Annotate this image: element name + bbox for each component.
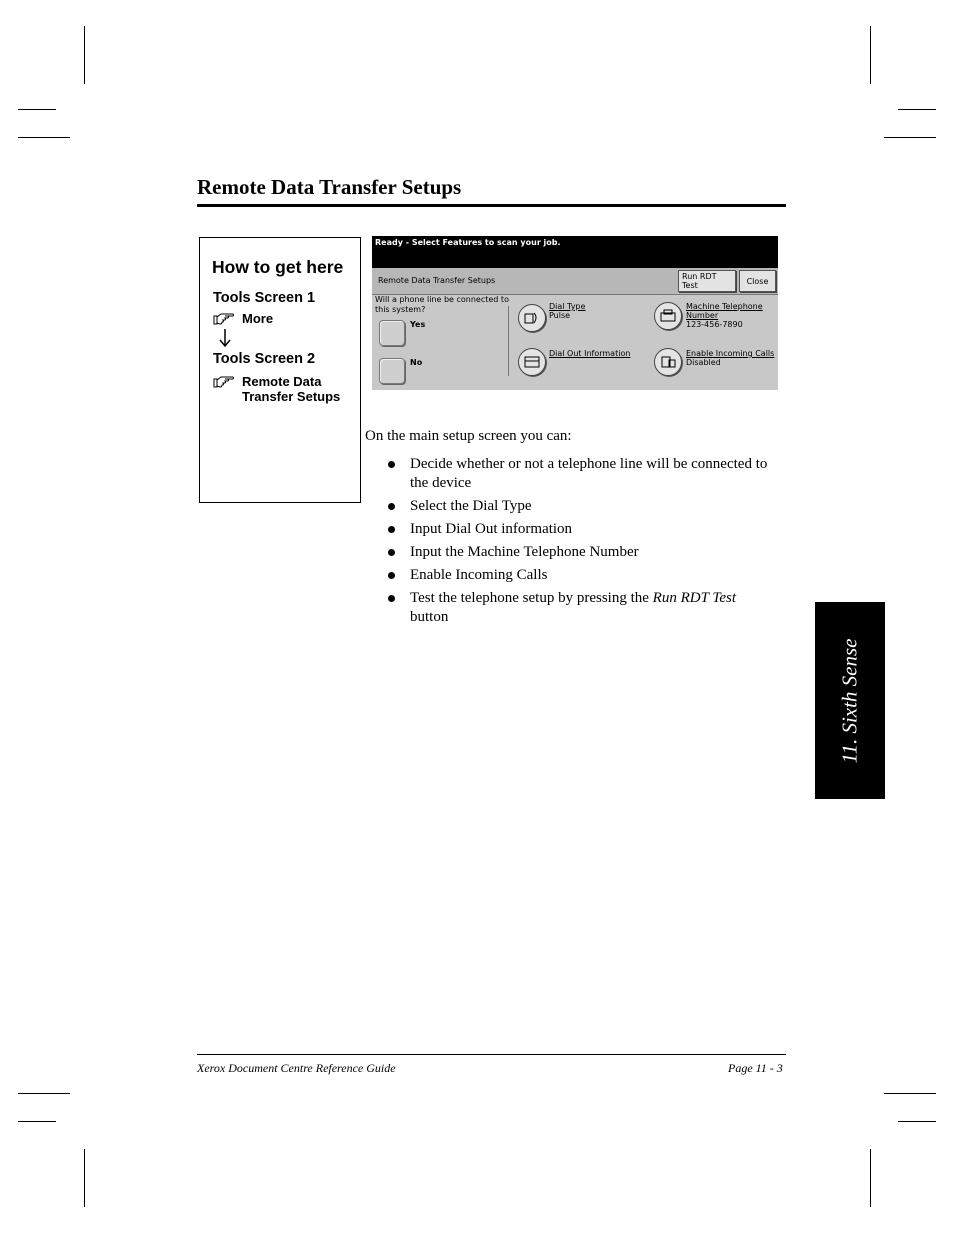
footer-page-number: Page 11 - 3: [728, 1061, 783, 1075]
list-item: [385, 543, 785, 562]
incoming-call-icon: [660, 355, 676, 369]
list-item: [385, 520, 785, 539]
incoming-calls-value: Disabled: [686, 358, 721, 367]
machine-telephone-value: 123-456-7890: [686, 320, 743, 329]
dial-type-feature: [549, 302, 585, 320]
close-button[interactable]: [739, 270, 776, 292]
incoming-calls-name: Enable Incoming Calls: [686, 349, 775, 358]
bullet-text-end: button: [410, 609, 449, 625]
dial-out-feature: [549, 349, 630, 358]
list-item: [385, 566, 785, 585]
fax-machine-icon: [660, 309, 676, 323]
no-button[interactable]: [379, 358, 405, 384]
remote-data-transfer-screen: [372, 236, 778, 390]
incoming-calls-feature: [686, 349, 774, 367]
crop-mark: [84, 26, 85, 84]
close-label: Close: [746, 277, 769, 286]
bullet-text: Input Dial Out information: [410, 521, 573, 537]
intro-text: On the main setup screen you can:: [365, 428, 572, 444]
list-item: [385, 455, 785, 493]
how-to-get-here-box: [199, 237, 361, 503]
bullet-text: Select the Dial Type: [410, 498, 532, 514]
dial-type-value: Pulse: [549, 311, 571, 320]
dial-type-name: Dial Type: [549, 302, 586, 311]
remote-data-label: Remote Data: [242, 374, 322, 389]
vertical-divider: [508, 306, 509, 376]
dial-out-information-button[interactable]: [518, 348, 546, 376]
run-rdt-label: Run RDT: [682, 272, 717, 281]
chapter-tab-label: 11. Sixth Sense: [837, 638, 862, 763]
test-label: Test: [682, 281, 698, 290]
section-title: Remote Data Transfer Setups: [197, 175, 462, 199]
crop-mark: [884, 137, 936, 138]
transfer-setups-label: Transfer Setups: [242, 389, 341, 404]
bullet-dot: [388, 595, 395, 602]
bullet-text: Test the telephone setup by pressing the: [410, 590, 653, 606]
question-line-1: Will a phone line be connected to: [375, 295, 509, 304]
crop-mark: [18, 109, 56, 110]
crop-mark: [884, 1093, 936, 1094]
yes-button[interactable]: [379, 320, 405, 346]
machine-telephone-feature: [686, 302, 763, 329]
crop-mark: [84, 1149, 85, 1207]
footer-rule: [197, 1054, 786, 1055]
enable-incoming-calls-button[interactable]: [654, 348, 682, 376]
bullet-dot: [388, 461, 395, 468]
keypad-icon: [524, 355, 540, 369]
tools-screen-1: Tools Screen 1: [213, 290, 316, 306]
run-rdt-test-button[interactable]: [678, 270, 736, 292]
bullet-dot: [388, 526, 395, 533]
bullet-text: Decide whether or not a telephone line will be connected to the device: [410, 456, 768, 491]
list-item: [385, 497, 785, 516]
dial-out-name: Dial Out Information: [549, 349, 631, 358]
bullet-text: Enable Incoming Calls: [410, 567, 548, 583]
hand-pointer-icon: [213, 311, 235, 325]
crop-mark: [870, 26, 871, 84]
crop-mark: [870, 1149, 871, 1207]
crop-mark: [18, 1093, 70, 1094]
screen-header-label: Remote Data Transfer Setups: [378, 276, 496, 285]
bullet-dot: [388, 549, 395, 556]
crop-mark: [18, 1121, 56, 1122]
dial-type-button[interactable]: [518, 304, 546, 332]
machine-telephone-name-1: Machine Telephone: [686, 302, 763, 311]
down-arrow-icon: [218, 328, 232, 348]
bullet-dot: [388, 503, 395, 510]
tools-screen-2: Tools Screen 2: [213, 351, 316, 367]
chapter-tab: [815, 602, 885, 799]
machine-telephone-name-2: Number: [686, 311, 719, 320]
how-to-title: How to get here: [212, 257, 344, 277]
crop-mark: [898, 1121, 936, 1122]
question-line-2: this system?: [375, 305, 426, 314]
yes-label: Yes: [410, 320, 426, 329]
status-message: Ready - Select Features to scan your job.: [375, 238, 561, 247]
footer-guide-title: Xerox Document Centre Reference Guide: [197, 1061, 396, 1075]
list-item: [385, 589, 785, 627]
bullet-text: Input the Machine Telephone Number: [410, 544, 639, 560]
more-label: More: [242, 311, 274, 326]
feature-bullet-list: [385, 455, 785, 631]
no-label: No: [410, 358, 423, 367]
hand-pointer-icon: [213, 374, 235, 388]
run-rdt-test-emphasis: Run RDT Test: [652, 590, 737, 606]
machine-telephone-button[interactable]: [654, 302, 682, 330]
crop-mark: [18, 137, 70, 138]
crop-mark: [898, 109, 936, 110]
title-rule: [197, 204, 786, 207]
bullet-dot: [388, 572, 395, 579]
status-bar: [372, 236, 778, 268]
phone-line-question: [375, 295, 509, 315]
phone-icon: [524, 311, 540, 325]
